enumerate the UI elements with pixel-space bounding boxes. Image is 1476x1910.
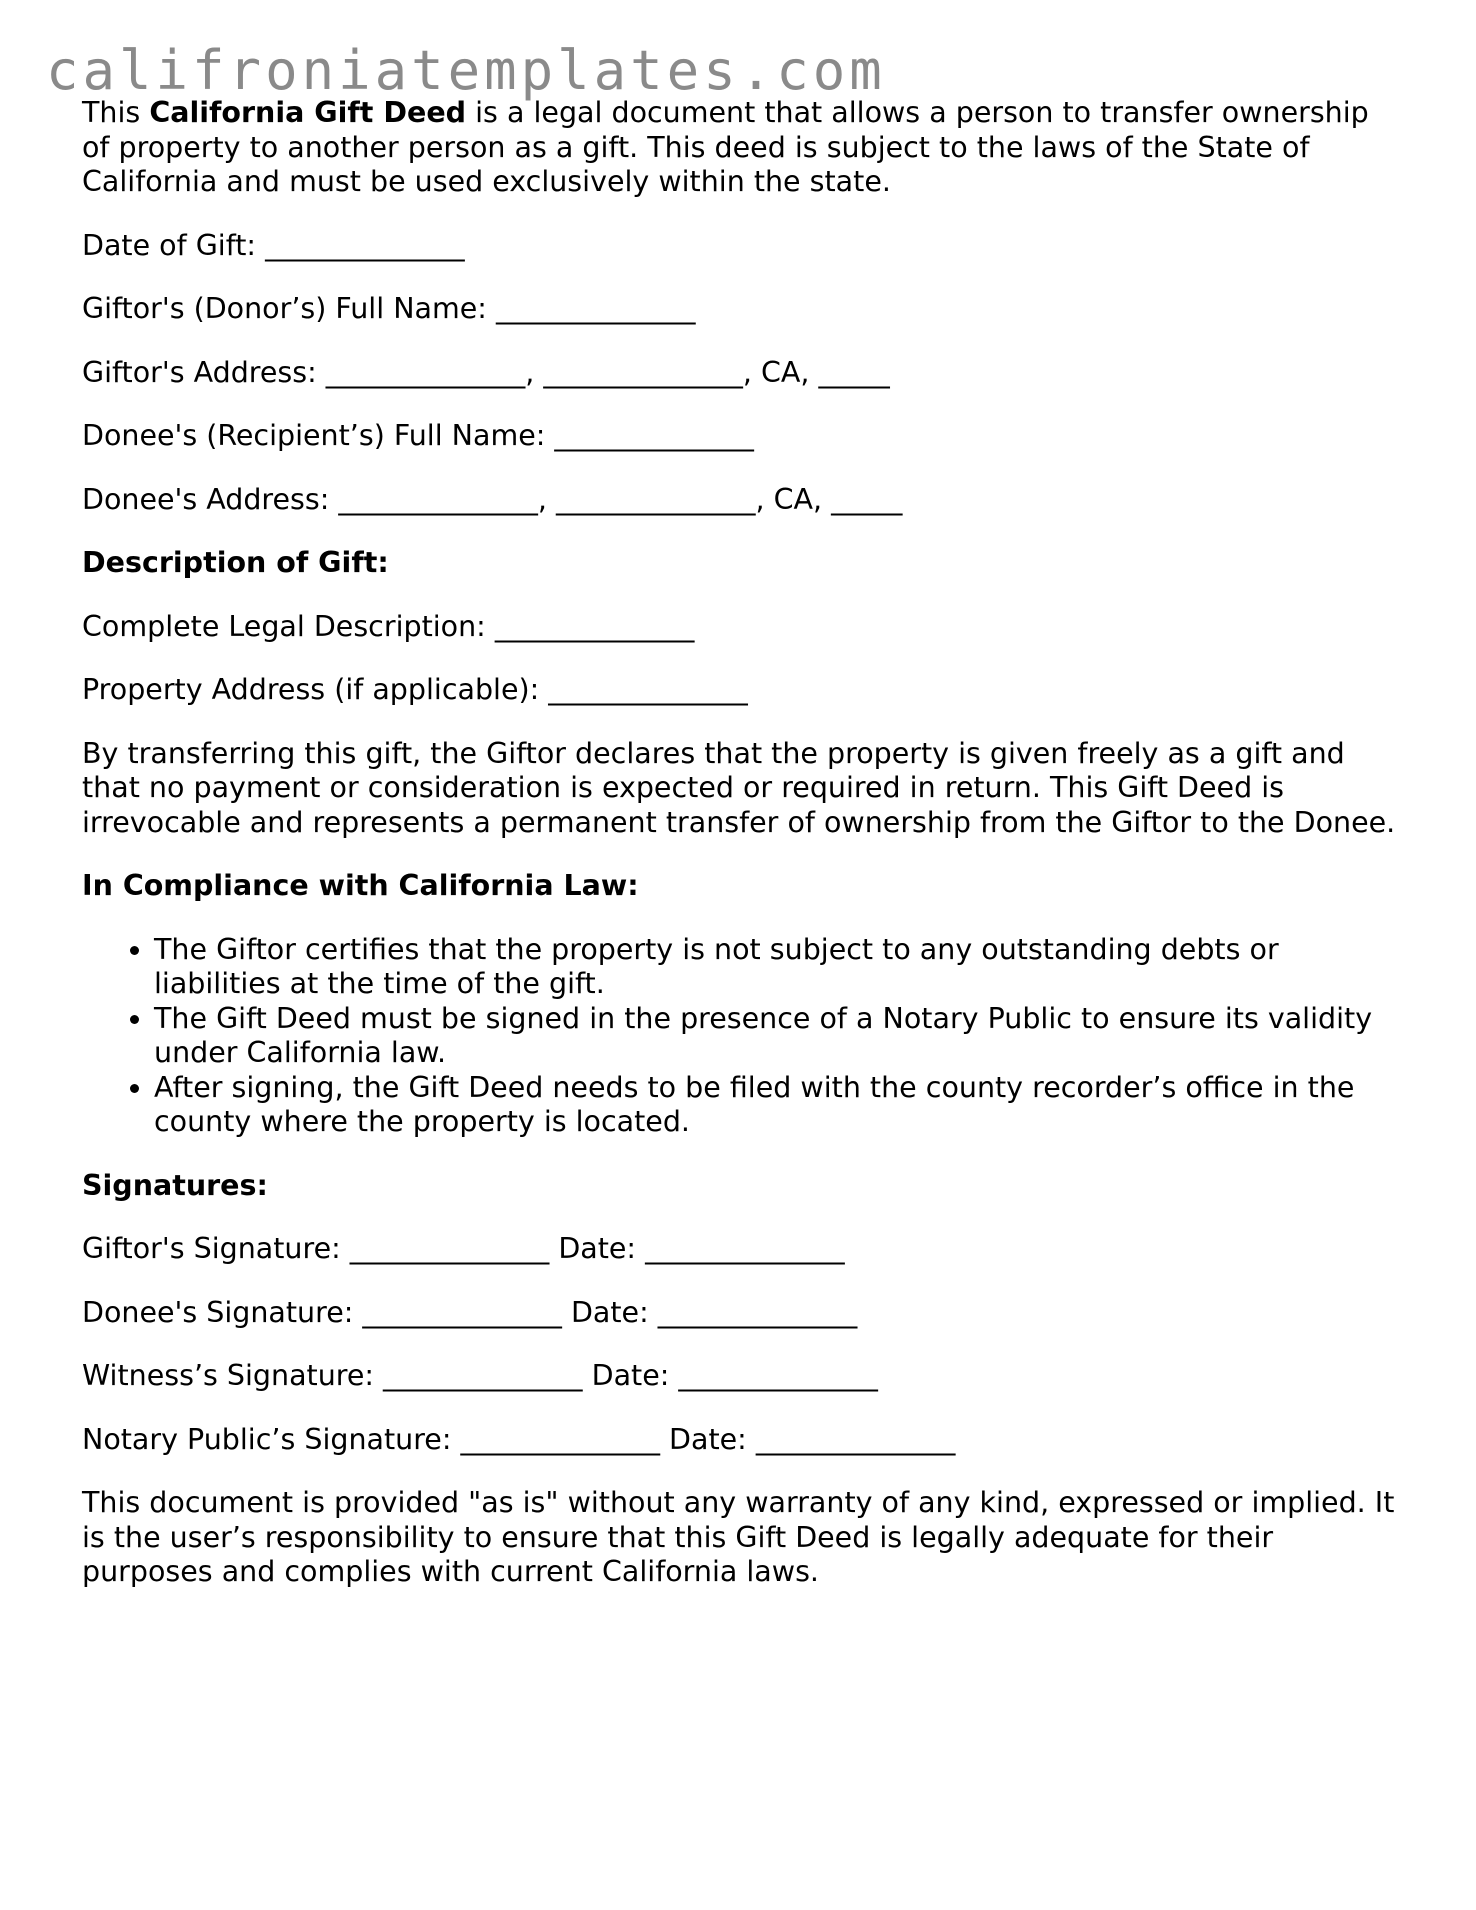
property-address-field: Property Address (if applicable): ______________ — [82, 673, 748, 706]
donee-signature-line: Donee's Signature: ______________ Date: ______________ — [82, 1295, 858, 1329]
giftor-name-field: Giftor's (Donor’s) Full Name: ______________ — [82, 292, 696, 325]
legal-description-field: Complete Legal Description: ______________ — [82, 609, 695, 643]
compliance-heading: In Compliance with California Law: — [82, 869, 639, 902]
description-heading: Description of Gift: — [82, 546, 389, 579]
watermark: califroniatemplates.com — [46, 39, 886, 102]
giftor-signature-line: Giftor's Signature: ______________ Date: ______________ — [82, 1232, 845, 1265]
declaration-paragraph: By transferring this gift, the Giftor declares that the property is given freely as a gift and that no payment or consideration is expected or required in return. This Gift Deed is irrevocable and represents a permanent transfer of ownership from the Giftor to the Donee. — [82, 736, 1396, 839]
giftor-address-field: Giftor's Address: ______________, ______________, CA, _____ — [82, 355, 890, 389]
compliance-item: • The Gift Deed must be signed in the presence of a Notary Public to ensure its validity under California law. — [154, 1002, 1402, 1071]
compliance-item: • The Giftor certifies that the property is not subject to any outstanding debts or liabilities at the time of the gift. — [154, 933, 1402, 1002]
donee-address-field: Donee's Address: ______________, ______________, CA, _____ — [82, 482, 903, 516]
intro-post: is a legal document that allows a person to transfer ownership of property to another person as a gift. This deed is subject to the laws of the State of California and must be used exclusively within the state. — [82, 96, 1369, 198]
signatures-heading: Signatures: — [82, 1168, 268, 1202]
witness-signature-line: Witness’s Signature: ______________ Date: ______________ — [82, 1359, 878, 1392]
compliance-list — [82, 933, 1402, 1140]
intro-pre: This — [82, 96, 150, 129]
donee-name-field: Donee's (Recipient’s) Full Name: ______________ — [82, 419, 754, 452]
intro-paragraph — [82, 96, 1402, 200]
notary-signature-line: Notary Public’s Signature: ______________ Date: ______________ — [82, 1422, 956, 1456]
gift-deed-document — [82, 96, 1402, 1619]
date-of-gift-field: Date of Gift: ______________ — [82, 228, 465, 262]
compliance-item: • After signing, the Gift Deed needs to be filed with the county recorder’s office in the county where the property is located. — [154, 1071, 1402, 1140]
disclaimer-paragraph: This document is provided "as is" without any warranty of any kind, expressed or implied. It is the user’s responsibility to ensure that this Gift Deed is legally adequate for their purposes and complies with current California laws. — [82, 1486, 1395, 1588]
intro-title: California Gift Deed — [149, 96, 467, 129]
